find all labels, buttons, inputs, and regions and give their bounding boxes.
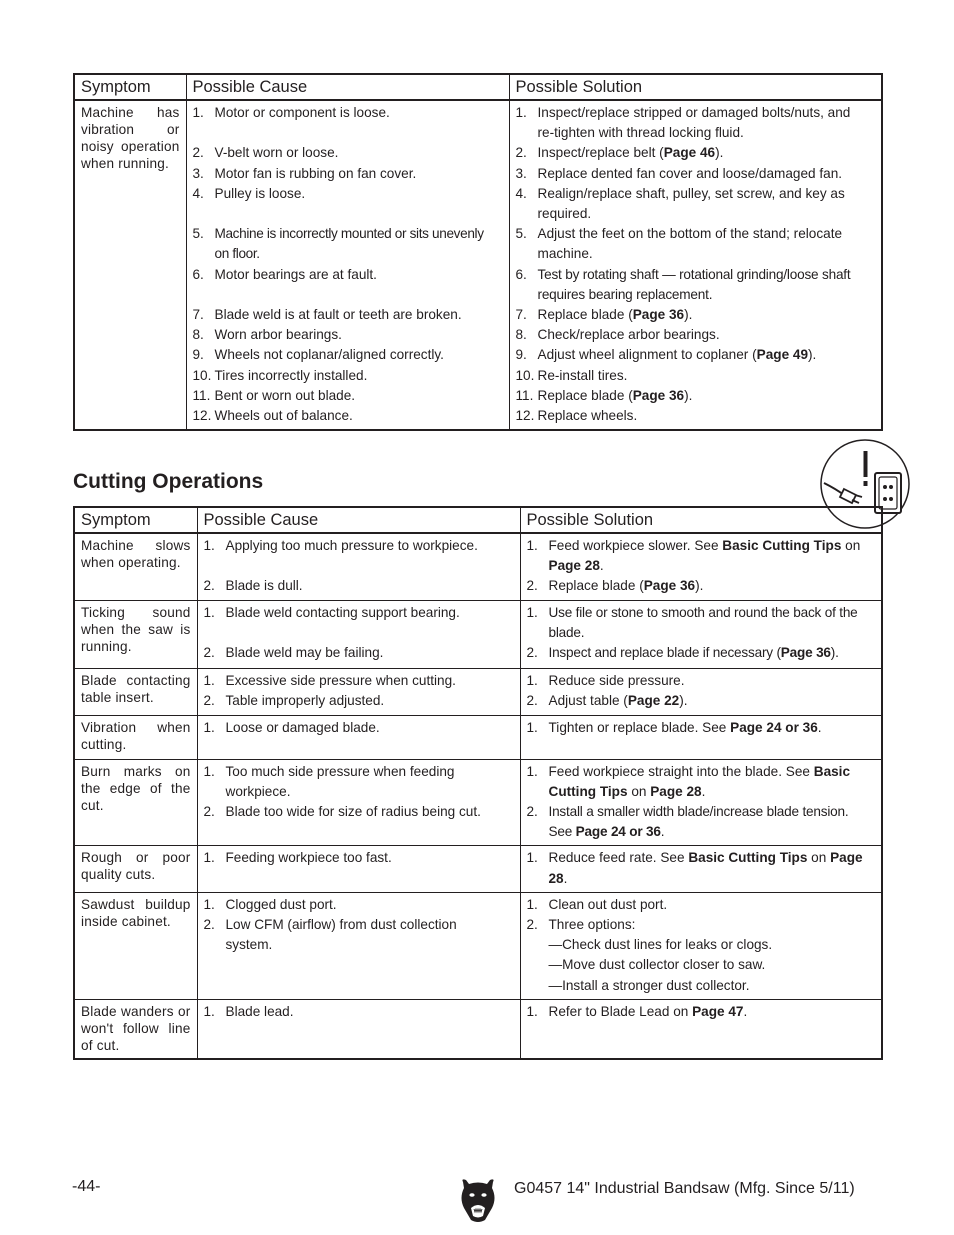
table-row (74, 715, 882, 759)
list-item: 10. Re-install tires. (515, 367, 628, 383)
list-item: 8. Worn arbor bearings. (192, 327, 342, 343)
list-item: 12. Replace wheels. (515, 408, 638, 424)
table-row (74, 892, 882, 999)
solution-cell (520, 892, 882, 999)
list-item: 10. Tires incorrectly installed. (192, 367, 368, 383)
symptom-cell (74, 668, 197, 715)
cause-cell (197, 846, 520, 892)
table-row (74, 600, 882, 668)
symptom-text: Rough or poor quality cuts. (81, 850, 191, 883)
symptom-text: Ticking sound when the saw is running. (81, 604, 191, 654)
list-item: 1. Feeding workpiece too fast. (203, 850, 392, 866)
sub-item: —Install a stronger dust collector. (548, 977, 750, 993)
list-item: 11. Bent or worn out blade. (192, 387, 356, 403)
symptom-text: Sawdust buildup inside cabinet. (81, 896, 191, 929)
solution-cell (520, 846, 882, 892)
solution-cell (520, 600, 882, 668)
list-item: 1. Too much side pressure when feeding workpiece. (203, 763, 455, 799)
list-item: 1. Refer to Blade Lead on Page 47. (526, 1003, 748, 1019)
header-symptom: Symptom (74, 507, 197, 533)
list-item: 1. Clean out dust port. (526, 896, 668, 912)
list-item: 1. Tighten or replace blade. See Page 24 or 36. (526, 719, 822, 735)
list-item: 1. Blade lead. (203, 1003, 294, 1019)
list-item: 1. Reduce side pressure. (526, 672, 685, 688)
list-item: 5. Machine is incorrectly mounted or sits unevenly on floor. (192, 226, 484, 262)
troubleshooting-table-cutting (73, 506, 883, 1060)
table-header-row (74, 507, 882, 533)
solution-cell (520, 715, 882, 759)
table-row (74, 759, 882, 846)
symptom-cell (74, 533, 197, 600)
header-possible-cause: Possible Cause (197, 507, 520, 533)
list-item: 1. Reduce feed rate. See Basic Cutting Tips on Page 28. (526, 850, 863, 886)
solution-cell (509, 100, 882, 430)
section-title: Cutting Operations (73, 470, 264, 493)
cause-cell (197, 892, 520, 999)
symptom-text: Machine slows when operating. (81, 538, 191, 570)
list-item: 3. Replace dented fan cover and loose/damaged fan. (515, 165, 843, 181)
list-item: 1. Clogged dust port. (203, 896, 337, 912)
solution-cell (520, 668, 882, 715)
list-item: 1. Loose or damaged blade. (203, 719, 380, 735)
list-item: 9. Adjust wheel alignment to coplaner (Page 49). (515, 347, 817, 363)
symptom-cell (74, 892, 197, 999)
cause-cell (197, 600, 520, 668)
list-item: 2. Blade is dull. (203, 578, 303, 594)
troubleshooting-table-motor (73, 73, 883, 431)
list-item: 2. Table improperly adjusted. (203, 692, 385, 708)
list-item: 4. Pulley is loose. (192, 185, 306, 201)
symptom-cell (74, 600, 197, 668)
table-row (74, 999, 882, 1059)
list-item: 5. Adjust the feet on the bottom of the stand; relocate machine. (515, 226, 843, 262)
list-item: 1. Motor or component is loose. (192, 105, 390, 120)
list-item: 8. Check/replace arbor bearings. (515, 327, 720, 343)
list-item: 4. Realign/replace shaft, pulley, set screw, and key as required. (515, 185, 845, 222)
list-item: 7. Blade weld is at fault or teeth are broken. (192, 306, 462, 322)
sub-item: —Check dust lines for leaks or clogs. (548, 937, 773, 953)
list-item: 2. Inspect and replace blade if necessary (Page 36). (526, 645, 839, 661)
symptom-text: Vibration when cutting. (81, 719, 191, 752)
header-possible-solution: Possible Solution (509, 74, 882, 100)
symptom-cell (74, 715, 197, 759)
list-item: 1. Use file or stone to smooth and round the back of the blade. (526, 604, 858, 640)
list-item: 2. Low CFM (airflow) from dust collection system. (203, 917, 457, 953)
list-item: 3. Motor fan is rubbing on fan cover. (192, 165, 417, 181)
list-item: 1. Inspect/replace stripped or damaged bolts/nuts, and re-tighten with thread locking fluid. (515, 105, 851, 141)
footer-manual-title: G0457 14" Industrial Bandsaw (Mfg. Since 5/11) (514, 1180, 855, 1197)
table-row (74, 100, 882, 430)
solution-cell (520, 759, 882, 846)
list-item: 2. Blade weld may be failing. (203, 645, 384, 660)
list-item: 9. Wheels not coplanar/aligned correctly. (192, 347, 444, 363)
list-item: 12. Wheels out of balance. (192, 408, 353, 423)
cause-cell (197, 668, 520, 715)
list-item: 7. Replace blade (Page 36). (515, 307, 693, 323)
symptom-cell (74, 759, 197, 846)
list-item: 2. V-belt worn or loose. (192, 145, 339, 161)
symptom-cell (74, 100, 186, 430)
symptom-text: Blade wanders or won't follow line of cut. (81, 1003, 191, 1053)
list-item: 6. Test by rotating shaft — rotational grinding/loose shaft requires bearing replacement. (515, 266, 851, 302)
list-item: 2. Blade too wide for size of radius being cut. (203, 804, 481, 820)
list-item: 1. Feed workpiece straight into the blade. See Basic Cutting Tips on Page 28. (526, 763, 851, 799)
cause-cell (197, 759, 520, 846)
list-item: 6. Motor bearings are at fault. (192, 266, 377, 282)
sub-item: —Move dust collector closer to saw. (548, 957, 766, 973)
list-item: 1. Applying too much pressure to workpiece. (203, 538, 478, 553)
list-item: 2. Install a smaller width blade/increase blade tension. See Page 24 or 36. (526, 804, 849, 840)
cause-cell (197, 533, 520, 600)
solution-cell (520, 533, 882, 600)
list-item: 1. Blade weld contacting support bearing. (203, 604, 460, 620)
table-row (74, 668, 882, 715)
cause-cell (197, 715, 520, 759)
list-item: 2. Three options: (526, 917, 636, 933)
header-symptom: Symptom (74, 74, 186, 100)
page-number: -44- (72, 1178, 101, 1195)
list-item: 2. Adjust table (Page 22). (526, 692, 688, 708)
solution-cell (520, 999, 882, 1059)
symptom-text: Burn marks on the edge of the cut. (81, 763, 191, 813)
table-row (74, 533, 882, 600)
symptom-text: Blade contacting table insert. (81, 672, 191, 705)
symptom-cell (74, 999, 197, 1059)
symptom-cell (74, 846, 197, 892)
cause-cell (186, 100, 509, 430)
list-item: 2. Inspect/replace belt (Page 46). (515, 145, 724, 161)
list-item: 1. Excessive side pressure when cutting. (203, 672, 456, 688)
header-possible-cause: Possible Cause (186, 74, 509, 100)
table-header-row (74, 74, 882, 100)
list-item: 11. Replace blade (Page 36). (515, 387, 693, 403)
header-possible-solution: Possible Solution (520, 507, 882, 533)
bear-head-logo-icon (459, 1178, 497, 1222)
list-item: 1. Feed workpiece slower. See Basic Cutting Tips on Page 28. (526, 538, 861, 574)
symptom-text: Machine has vibration or noisy operation when running. (81, 105, 180, 171)
cause-cell (197, 999, 520, 1059)
list-item: 2. Replace blade (Page 36). (526, 578, 704, 594)
table-row (74, 846, 882, 892)
